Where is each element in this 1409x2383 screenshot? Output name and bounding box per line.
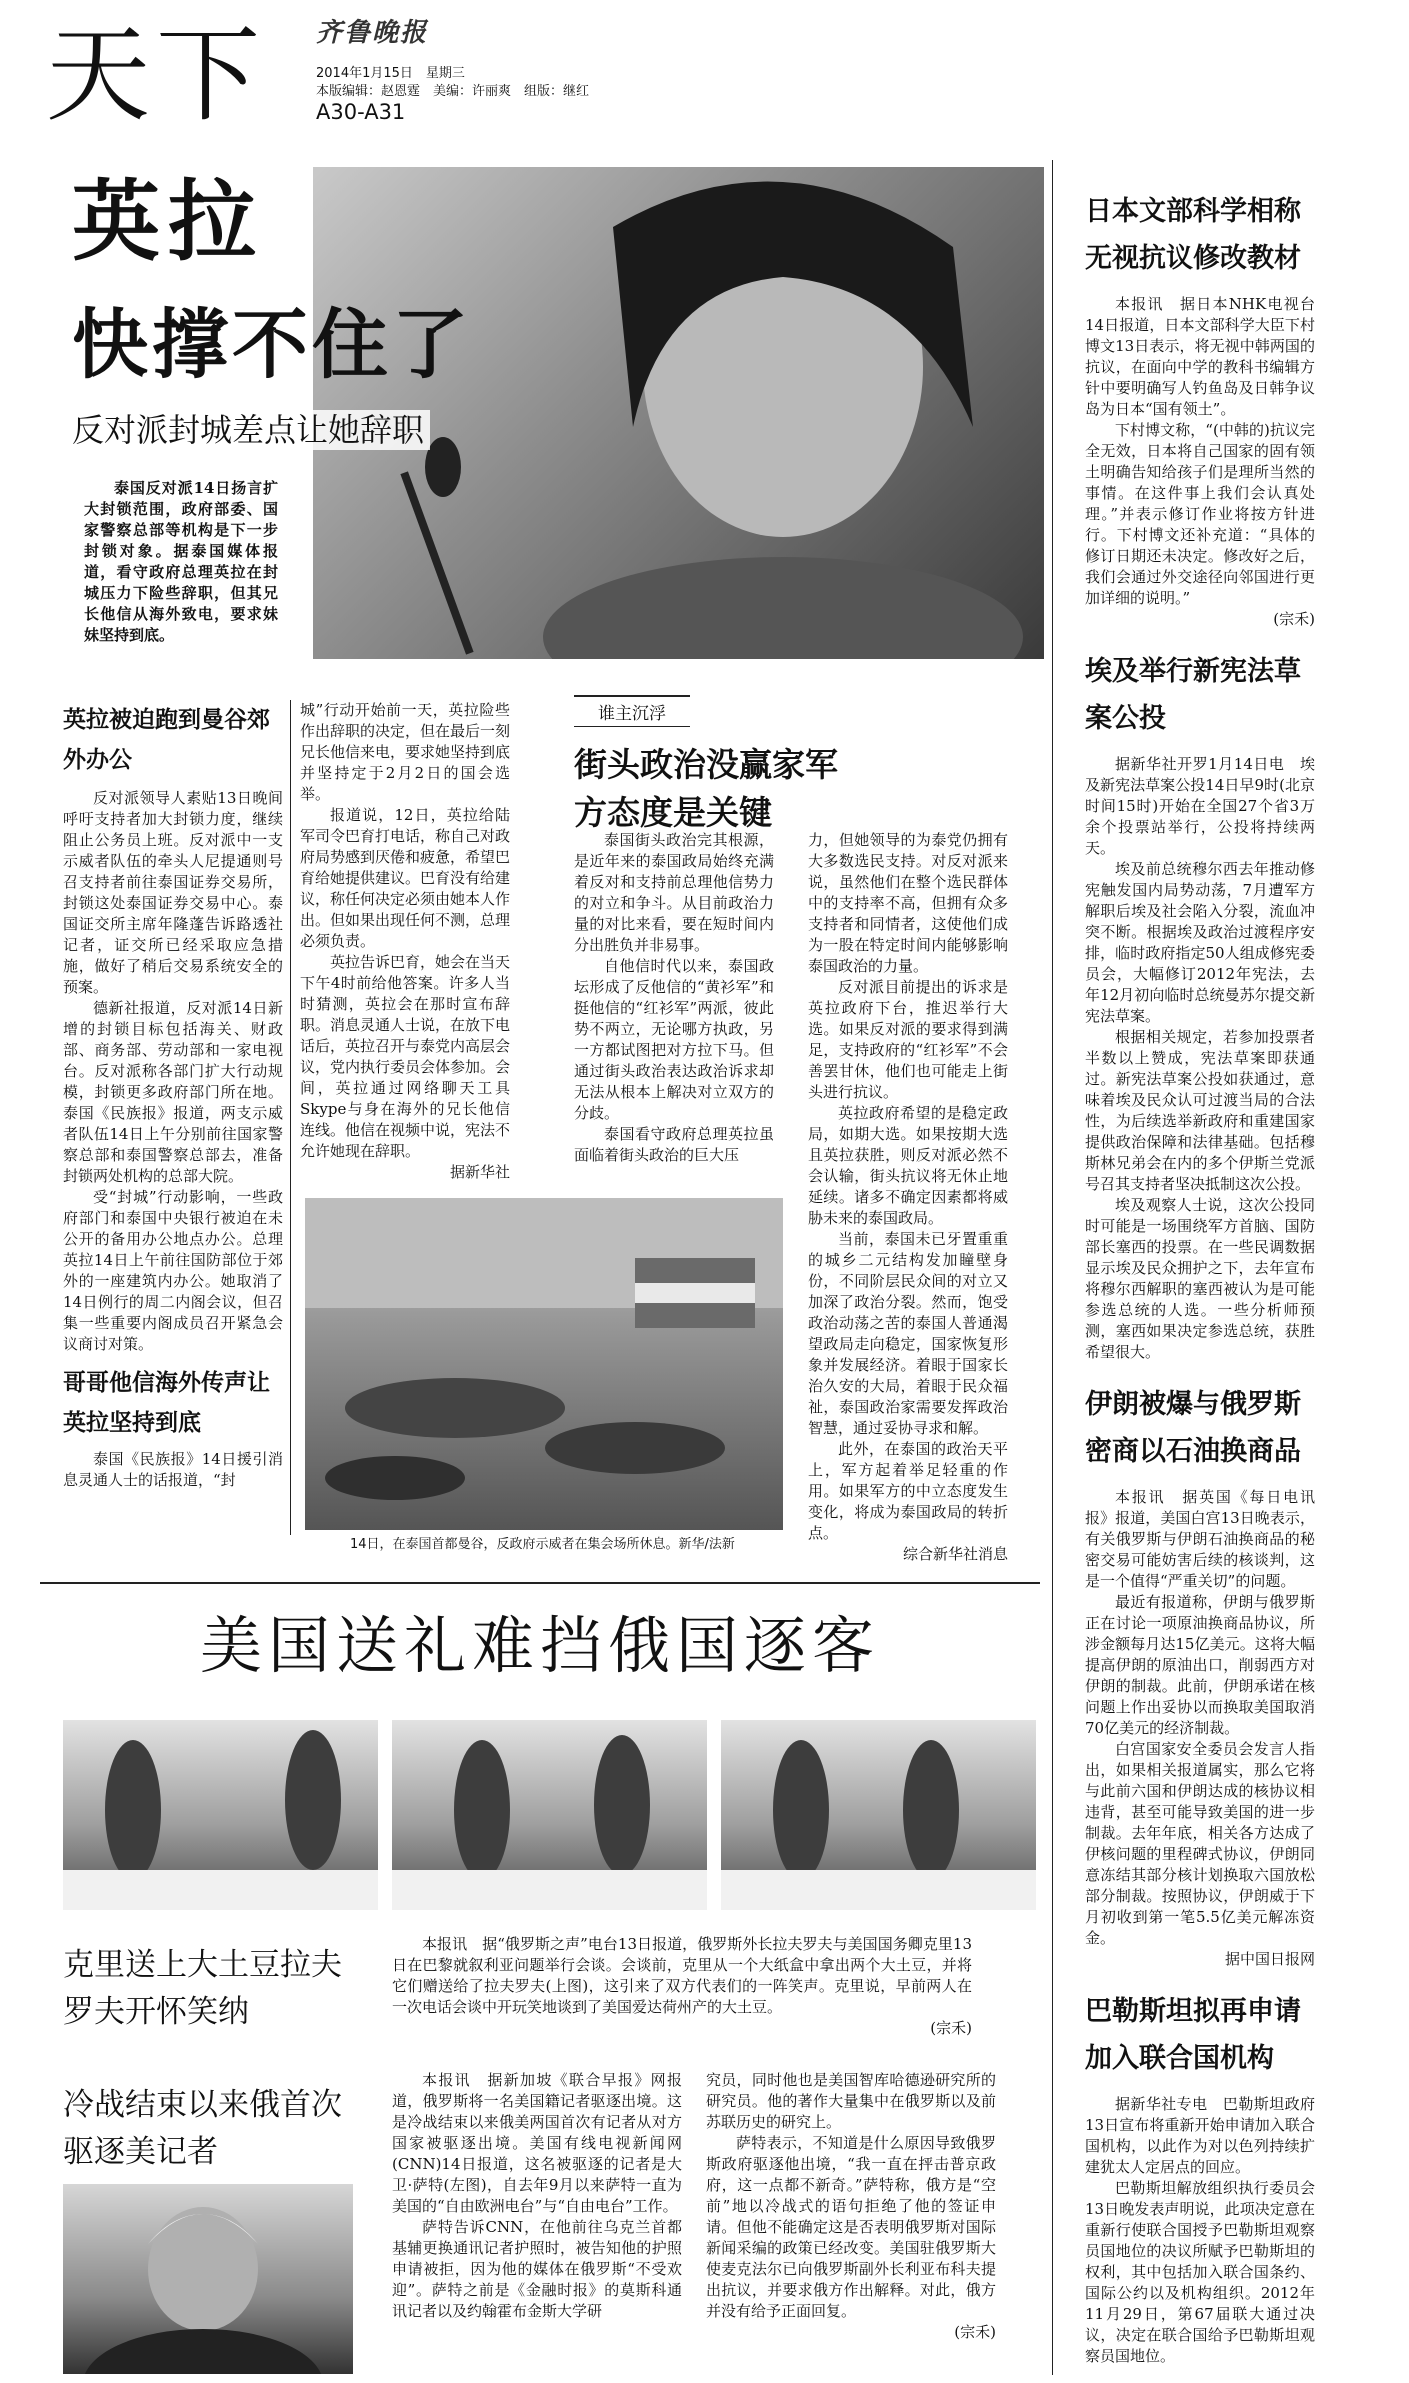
commentary-paragraph: 泰国看守政府总理英拉虽面临着街头政治的巨大压	[574, 1125, 774, 1164]
photo-illustration	[392, 1720, 707, 1910]
lead-paragraph: 泰国《民族报》14日援引消息灵通人士的话报道，“封	[63, 1450, 283, 1489]
subhead-office: 英拉被迫跑到曼谷郊外办公	[63, 707, 270, 773]
japan-paragraph: 本报讯 据日本NHK电视台14日报道，日本文部科学大臣下村博文13日表示，将无视中韩两国的抗议，在面向中学的教科书编辑方针中要明确写人钓鱼岛及日韩争议岛为日本“国有领土”。	[1085, 295, 1315, 418]
egypt-paragraph: 埃及观察人士说，这次公投同时可能是一场围绕军方首脑、国防部长塞西的投票。在一些民调数据显示埃及民众拥护之下，去年宣布将穆尔西解职的塞西被认为是可能参选总统的人选。一些分析师预测，塞西如果决定参选总统，获胜希望很大。	[1085, 1196, 1315, 1361]
commentary-label: 谁主沉浮	[574, 695, 690, 727]
protest-illustration	[305, 1198, 783, 1530]
commentary-section	[574, 695, 1004, 837]
david-satter-photo	[63, 2184, 353, 2374]
lead-paragraph: 德新社报道，反对派14日新增的封锁目标包括海关、财政部、商务部、劳动部和一家电视台。反对派称各部门扩大行动规模，封锁更多政府部门所在地。泰国《民族报》报道，两支示威者队伍14日上午分别前往国家警察总部和泰国警察总部去，准备封锁两处机构的总部大院。	[63, 999, 283, 1185]
japan-headline: 日本文部科学相称无视抗议修改教材	[1085, 196, 1301, 274]
expel-column-1	[392, 2070, 682, 2322]
photo-illustration	[721, 1720, 1036, 1910]
palestine-headline: 巴勒斯坦拟再申请加入联合国机构	[1085, 1996, 1301, 2074]
iran-paragraph: 本报讯 据英国《每日电讯报》报道，美国白宫13日晚表示，有关俄罗斯与伊朗石油换商品的秘密交易可能妨害后续的核谈判，这是一个值得“严重关切”的问题。	[1085, 1488, 1315, 1590]
egypt-paragraph: 据新华社开罗1月14日电 埃及新宪法草案公投14日早9时(北京时间15时)开始在全国27个省3万余个投票站举行，公投将持续两天。	[1085, 755, 1315, 857]
commentary-paragraph: 此外，在泰国的政治天平上，军方起着举足轻重的作用。如果军方的中立态度发生变化，将成为泰国政局的转折点。	[808, 1440, 1008, 1542]
iran-paragraph: 最近有报道称，伊朗与俄罗斯正在讨论一项原油换商品协议，所涉金额每月达15亿美元。这将大幅提高伊朗的原油出口，削弱西方对伊朗的制裁。此前，伊朗承诺在核问题上作出妥协以而换取美国取消70亿美元的经济制裁。	[1085, 1593, 1315, 1737]
kerry-potato-photo-3	[721, 1720, 1036, 1910]
page-numbers: A30-A31	[316, 100, 406, 124]
commentary-paragraph: 自他信时代以来，泰国政坛形成了反他信的“黄衫军”和挺他信的“红衫军”两派，彼此势不两立，无论哪方执政，另一方都试图把对方拉下马。但通过街头政治表达政治诉求却无法从根本上解决对立双方的分歧。	[574, 957, 774, 1122]
iran-headline: 伊朗被爆与俄罗斯密商以石油换商品	[1085, 1389, 1301, 1467]
lead-column-1	[63, 700, 283, 1491]
lead-paragraph: 受“封城”行动影响，一些政府部门和泰国中央银行被迫在未公开的备用办公地点办公。总理英拉14日上午前往国防部位于郊外的一座建筑内办公。她取消了14日例行的周二内阁会议，但召集一些重要内阁成员召开紧急会议商讨对策。	[63, 1188, 283, 1353]
expel-paragraph: 究员，同时他也是美国智库哈德逊研究所的研究员。他的著作大量集中在俄罗斯以及前苏联历史的研究上。	[706, 2071, 996, 2131]
potato-subhead: 克里送上大土豆拉夫罗夫开怀笑纳	[63, 1947, 342, 2030]
commentary-paragraph: 英拉政府希望的是稳定政局，如期大选。如果按期大选且英拉获胜，则反对派必然不会认输，街头抗议将无休止地延续。诸多不确定因素都将威胁未来的泰国政局。	[808, 1104, 1008, 1227]
expel-paragraph: 本报讯 据新加坡《联合早报》网报道，俄罗斯将一名美国籍记者驱逐出境。这是冷战结束以来俄美两国首次有记者从对方国家被驱逐出境。美国有线电视新闻网(CNN)14日报道，这名被驱逐的记者是大卫·萨特(左图)，自去年9月以来萨特一直为美国的“自由欧洲电台”与“自由电台”工作。	[392, 2071, 682, 2215]
section-title: 天下	[46, 14, 267, 136]
egypt-paragraph: 根据相关规定，若参加投票者半数以上赞成，宪法草案即获通过。新宪法草案公投如获通过，意味着埃及民众认可过渡当局的合法性，为后续选举新政府和重建国家提供政治保障和法律基础。包括穆斯林兄弟会在内的多个伊斯兰党派号召其支持者坚决抵制这次公投。	[1085, 1028, 1315, 1193]
expel-paragraph: 萨特表示，不知道是什么原因导致俄罗斯政府驱逐他出境，“我一直在抨击普京政府，这一点都不新奇。”萨特称，俄方是“空前”地以冷战式的语句拒绝了他的签证申请。但他不能确定这是否表明俄罗斯对国际新闻采编的政策已经改变。美国驻俄罗斯大使麦克法尔已向俄罗斯副外长利亚布科夫提出抗议，并要求俄方作出解释。对此，俄方并没有给予正面回复。	[706, 2134, 996, 2320]
section-divider	[40, 1582, 1040, 1584]
commentary-paragraph: 当前，泰国未已牙置重重的城乡二元结构发加瞳壁身份，不同阶层民众间的对立又加深了政治分裂。然而，饱受政治动荡之苦的泰国人普通渴望政局走向稳定，国家恢复形象并发展经济。着眼于国家长治久安的大局，着眼于民众福祉，泰国政治家需要发挥政治智慧，通过妥协寻求和解。	[808, 1230, 1008, 1437]
lead-intro: 泰国反对派14日扬言扩大封锁范围，政府部委、国家警察总部等机构是下一步封锁对象。据泰国媒体报道，看守政府总理英拉在封城压力下险些辞职，但其兄长他信从海外致电，要求妹妹坚持到底。	[84, 479, 278, 644]
lead-paragraph: 报道说，12日，英拉给陆军司令巴育打电话，称自己对政府局势感到厌倦和疲惫，希望巴育给她提供建议。巴育没有给建议，称任何决定必须由她本人作出。但如果出现任何不测，总理必须负责。	[300, 806, 511, 950]
egypt-headline: 埃及举行新宪法草案公投	[1085, 656, 1301, 734]
lead-kicker: 英拉	[72, 170, 265, 273]
lead-deck: 反对派封城差点让她辞职	[72, 410, 430, 450]
palestine-paragraph: 巴勒斯坦解放组织执行委员会13日晚发表声明说，此项决定意在重新行使联合国授予巴勒斯坦观察员国地位的决议所赋予巴勒斯坦的权利，其中包括加入联合国条约、国际公约以及机构组织。2012年11月29日，第67届联大通过决议，决定在联合国给予巴勒斯坦观察员国地位。	[1085, 2179, 1315, 2365]
photo-illustration	[63, 2184, 353, 2374]
expel-subhead: 冷战结束以来俄首次驱逐美记者	[63, 2087, 342, 2170]
commentary-column-1	[574, 830, 774, 1166]
lead-paragraph: 城”行动开始前一天，英拉险些作出辞职的决定，但在最后一刻兄长他信来电，要求她坚持到底并坚持定于2月2日的国会选举。	[300, 701, 511, 803]
lead-paragraph: 英拉告诉巴育，她会在当天下午4时前给他答案。许多人当时猜测，英拉会在那时宣布辞职。消息灵通人士说，在放下电话后，英拉召开与泰党内高层会议，党内执行委员会体参加。会间，英拉通过网络聊天工具Skype与身在海外的兄长他信连线。他信在视频中说，宪法不允许她现在辞职。	[300, 953, 511, 1160]
japan-paragraph: 下村博文称，“(中韩的)抗议完全无效，日本将自己国家的固有领土明确告知给孩子们是理所当然的事情。在这件事上我们会认真处理。”并表示修订作业将按方针进行。下村博文还补充道：“具体的修订日期还未决定。修改好之后，我们会通过外交途径向邻国进行更加详细的说明。”	[1085, 421, 1315, 607]
commentary-column-2	[808, 830, 1008, 1565]
commentary-paragraph: 泰国街头政治完其根源，是近年来的泰国政局始终充满着反对和支持前总理他信势力的对立和争斗。从目前政治力量的对比来看，要在短时间内分出胜负并非易事。	[574, 831, 774, 954]
commentary-credit: 综合新华社消息	[902, 1545, 1008, 1563]
commentary-paragraph: 力，但她领导的为泰党仍拥有大多数选民支持。对反对派来说，虽然他们在整个选民群体中的支持率不高，但拥有众多支持者和同情者，这使他们成为一股在特定时间内能够影响泰国政治的力量。	[808, 831, 1008, 975]
right-rail	[1085, 188, 1315, 2367]
egypt-paragraph: 埃及前总统穆尔西去年推动修宪触发国内局势动荡，7月遭军方解职后埃及社会陷入分裂，流血冲突不断。根据埃及政治过渡程序安排，临时政府指定50人组成修宪委员会，大幅修订2012年宪法，去年12月初向临时总统曼苏尔提交新宪法草案。	[1085, 860, 1315, 1025]
potato-story	[392, 1934, 972, 2039]
lead-credit: 据新华社	[449, 1163, 510, 1181]
photo-illustration	[63, 1720, 378, 1910]
iran-credit: 据中国日报网	[1224, 1950, 1315, 1968]
expel-credit: (宗禾)	[954, 2323, 996, 2341]
iran-paragraph: 白宫国家安全委员会发言人指出，如果相关报道属实，那么它将与此前六国和伊朗达成的核协议相违背，甚至可能导致美国的进一步制裁。去年年底，相关各方达成了伊核问题的里程碑式协议，伊朗同意冻结其部分核计划换取六国放松部分制裁。按照协议，伊朗威于下月初收到第一笔5.5亿美元解冻资金。	[1085, 1740, 1315, 1947]
commentary-paragraph: 反对派目前提出的诉求是英拉政府下台，推迟举行大选。如果反对派的要求得到满足，支持政府的“红衫军”不会善罢甘休，他们也可能走上街头进行抗议。	[808, 978, 1008, 1101]
issue-date: 2014年1月15日 星期三	[316, 66, 465, 81]
protest-camp-photo	[305, 1198, 783, 1530]
lead-column-2	[300, 700, 510, 1183]
paper-logo: 齐鲁晚报	[316, 18, 429, 48]
lead-headline: 快撑不住了	[72, 300, 472, 389]
kerry-potato-photo-1	[63, 1720, 378, 1910]
japan-credit: (宗禾)	[1273, 610, 1315, 628]
expel-column-2	[706, 2070, 996, 2343]
kerry-potato-photo-2	[392, 1720, 707, 1910]
lead-paragraph: 反对派领导人素贴13日晚间呼吁支持者加大封锁力度，继续阻止公务员上班。反对派中一支示威者队伍的牵头人尼提通则号召支持者前往泰国证券交易所，封锁这处泰国证券交易中心。泰国证交所主席年隆蓬告诉路透社记者，证交所已经采取应急措施，做好了稍后交易系统安全的预案。	[63, 789, 283, 996]
right-rail-rule	[1052, 160, 1053, 2375]
potato-paragraph: 本报讯 据“俄罗斯之声”电台13日报道，俄罗斯外长拉夫罗夫与美国国务卿克里13日在巴黎就叙利亚问题举行会谈。会谈前，克里从一个大纸盒中拿出两个大土豆，并将它们赠送给了拉夫罗夫(上图)，这引来了双方代表们的一阵笑声。克里说，早前两人在一次电话会谈中开玩笑地谈到了美国爱达荷州产的大土豆。	[392, 1935, 972, 2016]
protest-photo-caption: 14日，在泰国首都曼谷，反政府示威者在集会场所休息。新华/法新	[350, 1537, 735, 1552]
potato-credit: (宗禾)	[930, 2019, 972, 2037]
subhead-thaksin: 哥哥他信海外传声让英拉坚持到底	[63, 1370, 270, 1436]
commentary-headline: 街头政治没赢家军方态度是关键	[574, 745, 838, 832]
palestine-paragraph: 据新华社专电 巴勒斯坦政府13日宣布将重新开始申请加入联合国机构，以此作为对以色列持续扩建犹太人定居点的回应。	[1085, 2095, 1315, 2176]
editor-credits: 本版编辑：赵恩霆 美编：许丽爽 组版：继红	[316, 84, 590, 99]
russia-headline: 美国送礼难挡俄国逐客	[199, 1609, 880, 1682]
column-rule	[290, 700, 291, 1535]
expel-paragraph: 萨特告诉CNN，在他前往乌克兰首都基辅更换通讯记者护照时，被告知他的护照申请被拒，因为他的媒体在俄罗斯“不受欢迎”。萨特之前是《金融时报》的莫斯科通讯记者以及约翰霍布金斯大学研	[392, 2218, 682, 2320]
